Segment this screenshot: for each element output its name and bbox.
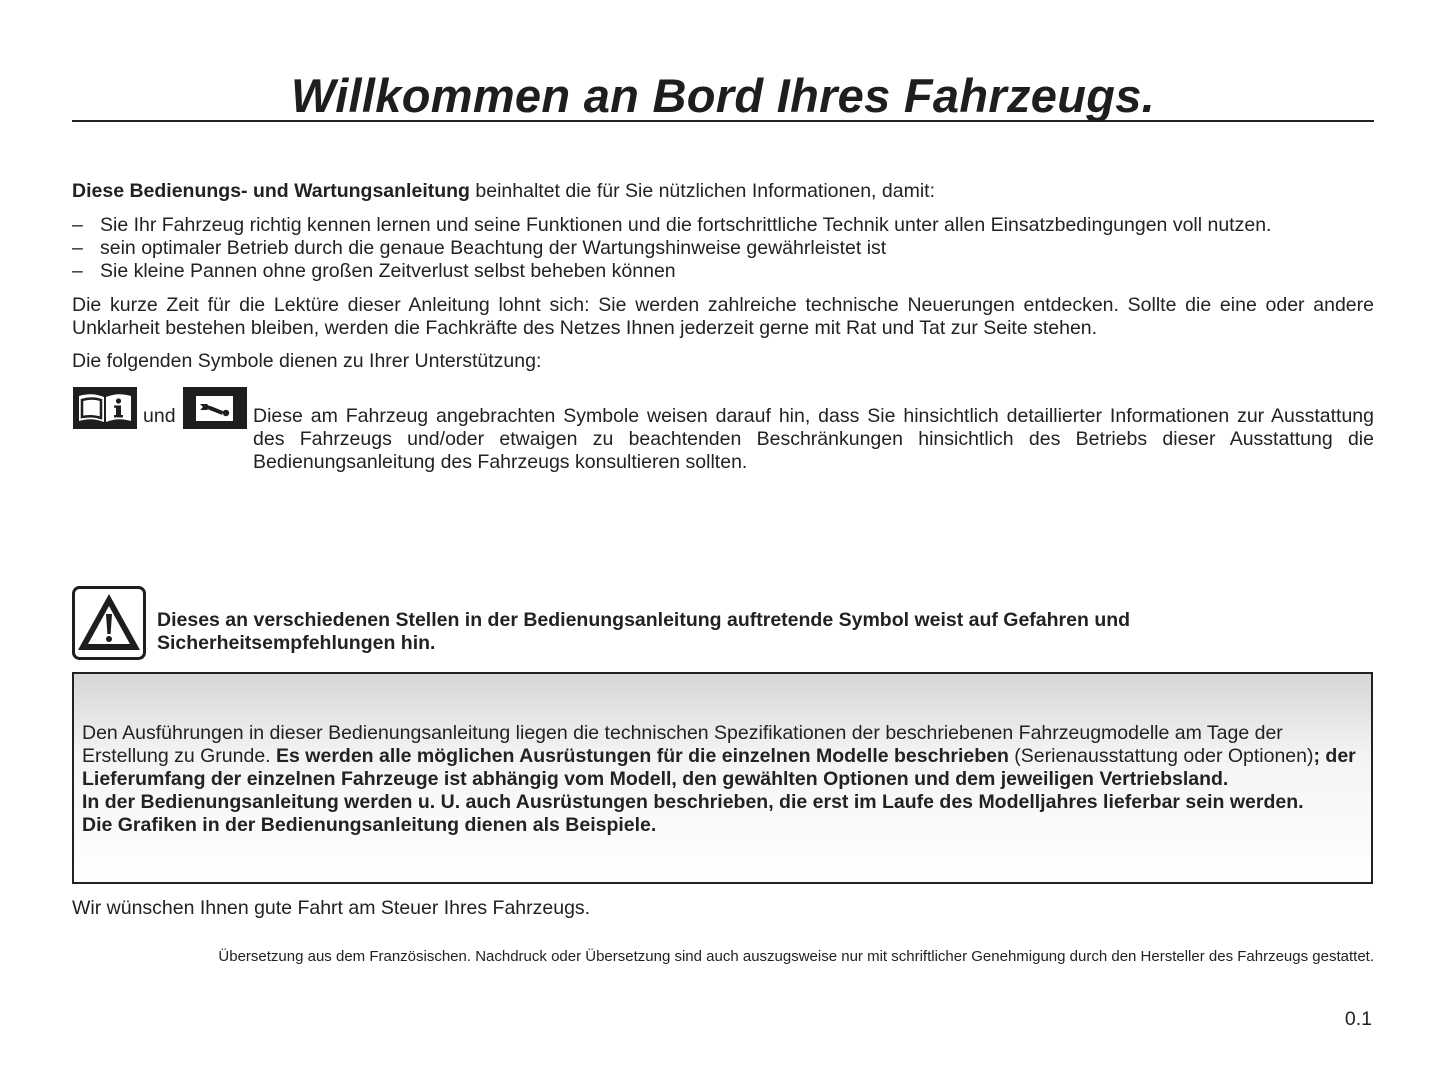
list-dash: – (72, 214, 83, 236)
intro-rest: beinhaltet die für Sie nützlichen Informationen, damit: (469, 180, 935, 202)
list-item (72, 260, 1374, 283)
farewell-text: Wir wünschen Ihnen gute Fahrt am Steuer Ihres Fahrzeugs. (72, 897, 591, 919)
symbols-description: Diese am Fahrzeug angebrachten Symbole weisen darauf hin, dass Sie hinsichtlich detaillierter Informationen zur Ausstattung des Fahrzeugs und/oder etwaigen zu beachtenden Beschränkungen hinsichtlich des Betriebs dieser Ausstattung die Bedienungsanleitung des Fahrzeugs konsultieren sollten. (253, 405, 1374, 473)
notice-text-2: (Serienausstattung oder Optionen) (1008, 745, 1314, 767)
specification-notice-text (82, 722, 1364, 837)
und-label: und (143, 405, 176, 427)
intro-bold: Diese Bedienungs- und Wartungsanleitung (72, 180, 470, 202)
reading-paragraph: Die kurze Zeit für die Lektüre dieser Anleitung lohnt sich: Sie werden zahlreiche technische Neuerungen entdecken. Sollte die eine oder andere Unklarheit bestehen bleiben, werden die Fachkräfte des Netzes Ihnen jederzeit gerne mit Rat und Tat zur Seite stehen. (72, 294, 1374, 339)
notice-bold-1: Es werden alle möglichen Ausrüstungen für die einzelnen Modelle beschrieben (276, 745, 1009, 767)
wrench-icon (183, 387, 247, 429)
book-info-icon (73, 387, 137, 429)
symbols-intro: Die folgenden Symbole dienen zu Ihrer Unterstützung: (72, 350, 542, 372)
list-item-text: sein optimaler Betrieb durch die genaue Beachtung der Wartungshinweise gewährleistet ist (100, 237, 887, 259)
list-dash: – (72, 237, 83, 259)
specification-notice-box (72, 672, 1373, 884)
warning-triangle-icon (72, 586, 146, 660)
list-item-text: Sie Ihr Fahrzeug richtig kennen lernen und seine Funktionen und die fortschrittliche Technik unter allen Einsatzbedingungen voll nutzen. (100, 214, 1272, 236)
notice-bold-4: Die Grafiken in der Bedienungsanleitung dienen als Beispiele. (82, 814, 657, 836)
notice-bold-2: ; der Lieferumfang der einzelnen Fahrzeuge ist abhängig vom Modell, den gewählten Optionen und dem jeweiligen Vertriebsland. (82, 745, 1356, 790)
title-rule (72, 64, 1374, 122)
list-item (72, 237, 1374, 260)
notice-bold-3: In der Bedienungsanleitung werden u. U. auch Ausrüstungen beschrieben, die erst im Laufe des Modelljahres lieferbar sein werden. (82, 791, 1304, 813)
list-item (72, 214, 1374, 237)
copyright-footnote: Übersetzung aus dem Französischen. Nachdruck oder Übersetzung sind auch auszugsweise nur mit schriftlicher Genehmigung durch den Hersteller des Fahrzeugs gestattet. (218, 948, 1374, 965)
list-item-text: Sie kleine Pannen ohne großen Zeitverlust selbst beheben können (100, 260, 676, 282)
list-dash: – (72, 260, 83, 282)
notice-text-1: Den Ausführungen in dieser Bedienungsanleitung liegen die technischen Spezifikationen der beschriebenen Fahrzeugmodelle am Tage der Erstellung zu Grunde. (82, 722, 1283, 767)
intro-paragraph (72, 180, 1374, 203)
purpose-list (72, 214, 1374, 283)
page-number: 0.1 (1344, 1008, 1372, 1030)
page-title: Willkommen an Bord Ihres Fahrzeugs. (290, 69, 1156, 122)
warning-text: Dieses an verschiedenen Stellen in der Bedienungsanleitung auftretende Symbol weist auf Gefahren und Sicherheitsempfehlungen hin. (157, 609, 1131, 654)
